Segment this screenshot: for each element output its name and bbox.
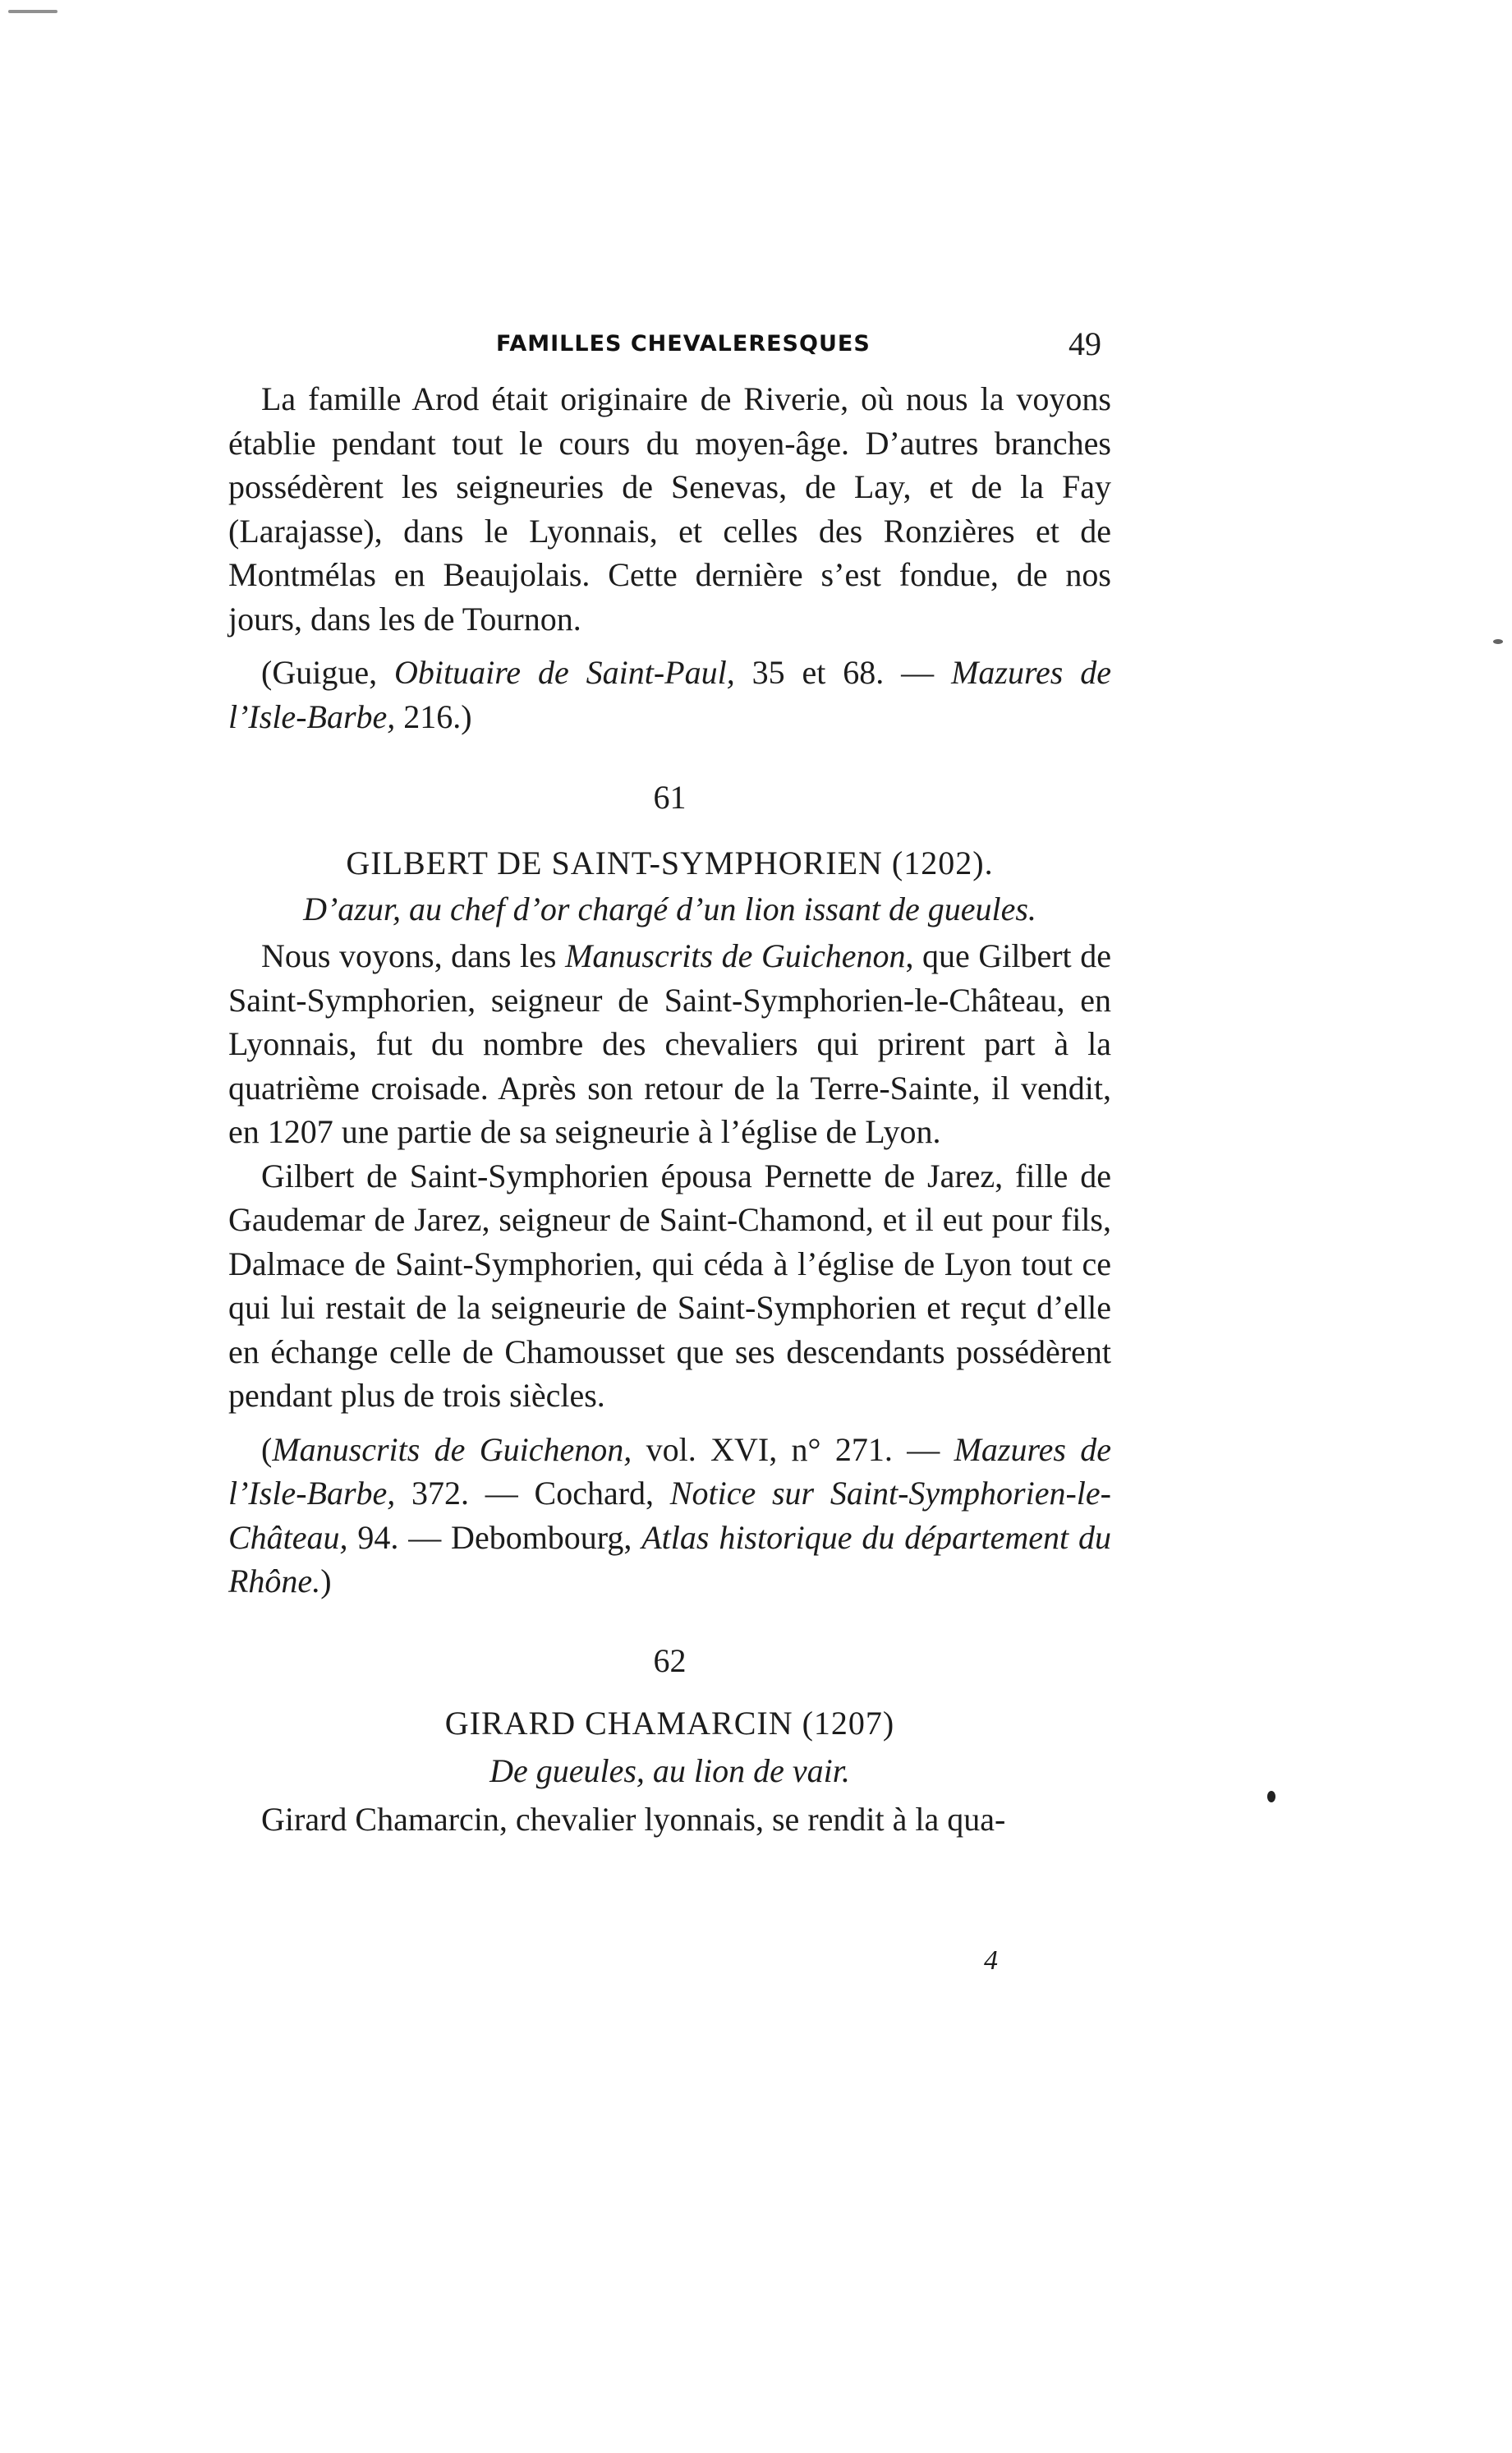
- entry-blazon: D’azur, au chef d’or chargé d’un lion issant de gueules.: [303, 891, 1036, 927]
- page-speck: [1493, 639, 1503, 644]
- ref-text: 216.): [395, 697, 472, 735]
- ref-title: Notice sur Saint-Symphorien-le-Château,: [228, 1475, 1111, 1556]
- page-body: [228, 324, 1111, 1841]
- page-number: 49: [1069, 325, 1101, 362]
- paragraph-arod: La famille Arod était originaire de Riverie, où nous la voyons établie pendant tout le cours du moyen-âge. D’autres branches possédèrent les seigneuries de Senevas, de Lay, et de la Fay (Larajasse), dans le Lyonnais, et celles des Ronzières et de Montmélas en Beaujolais. Cette dernière s’est fondue, de nos jours, dans les de Tournon.: [228, 380, 1111, 637]
- ref-title: Mazures de l’Isle-Barbe,: [228, 1430, 1112, 1512]
- paragraph: Girard Chamarcin, chevalier lyonnais, se rendit à la qua-: [261, 1800, 1006, 1838]
- entry-blazon: De gueules, au lion de vair.: [489, 1751, 850, 1789]
- ref-text: (Guigue,: [261, 654, 394, 691]
- ref-title: Obituaire de Saint-Paul,: [393, 654, 735, 691]
- ref-text: 94. — Debombourg,: [347, 1518, 642, 1556]
- ref-title: Atlas historique du département du Rhône.: [228, 1518, 1111, 1599]
- para-text: Nous voyons, dans les: [261, 937, 566, 974]
- page-speck: [1267, 1791, 1275, 1802]
- ref-text: 372. — Cochard,: [395, 1475, 670, 1512]
- running-head: [228, 324, 1111, 366]
- reference-arod: [228, 651, 1111, 739]
- page-speck: [8, 10, 57, 13]
- ref-text: (: [261, 1430, 273, 1468]
- ref-title: Manuscrits de Guichenon,: [272, 1430, 632, 1468]
- entry-number: 62: [653, 1641, 687, 1679]
- entry-title: GILBERT DE SAINT-SYMPHORIEN (1202).: [346, 845, 994, 881]
- running-title: FAMILLES CHEVALERESQUES: [496, 331, 871, 357]
- paragraph: [228, 934, 1111, 1154]
- ref-title: Mazures de l’Isle-Barbe,: [228, 654, 1112, 735]
- signature-mark: 4: [984, 1945, 998, 1976]
- para-title: Manuscrits de Guichenon: [565, 937, 906, 974]
- paragraph: Gilbert de Saint-Symphorien épousa Pernette de Jarez, fille de Gaudemar de Jarez, seigneur de Saint-Chamond, et il eut pour fils, Dalmace de Saint-Symphorien, qui céda à l’église de Lyon tout ce qui lui restait de la seigneurie de Saint-Symphorien et reçut d’elle en échange celle de Chamousset que ses descendants possédèrent pendant plus de trois siècles.: [228, 1157, 1111, 1414]
- ref-text: 35 et 68. —: [734, 654, 952, 691]
- reference: [228, 1428, 1111, 1604]
- entry-title: GIRARD CHAMARCIN (1207): [444, 1704, 895, 1742]
- para-text: , que Gilbert de Saint-Symphorien, seigneur de Saint-Symphorien-le-Château, en Lyonnais, fut du nombre des chevaliers qui prirent part à la quatrième croisade. Après son retour de la Terre-Sainte, il vendit, en 1207 une partie de sa seigneurie à l’église de Lyon.: [228, 937, 1111, 1150]
- entry-number: 61: [653, 779, 687, 816]
- ref-text: ): [320, 1562, 332, 1599]
- ref-text: vol. XVI, n° 271. —: [632, 1430, 954, 1468]
